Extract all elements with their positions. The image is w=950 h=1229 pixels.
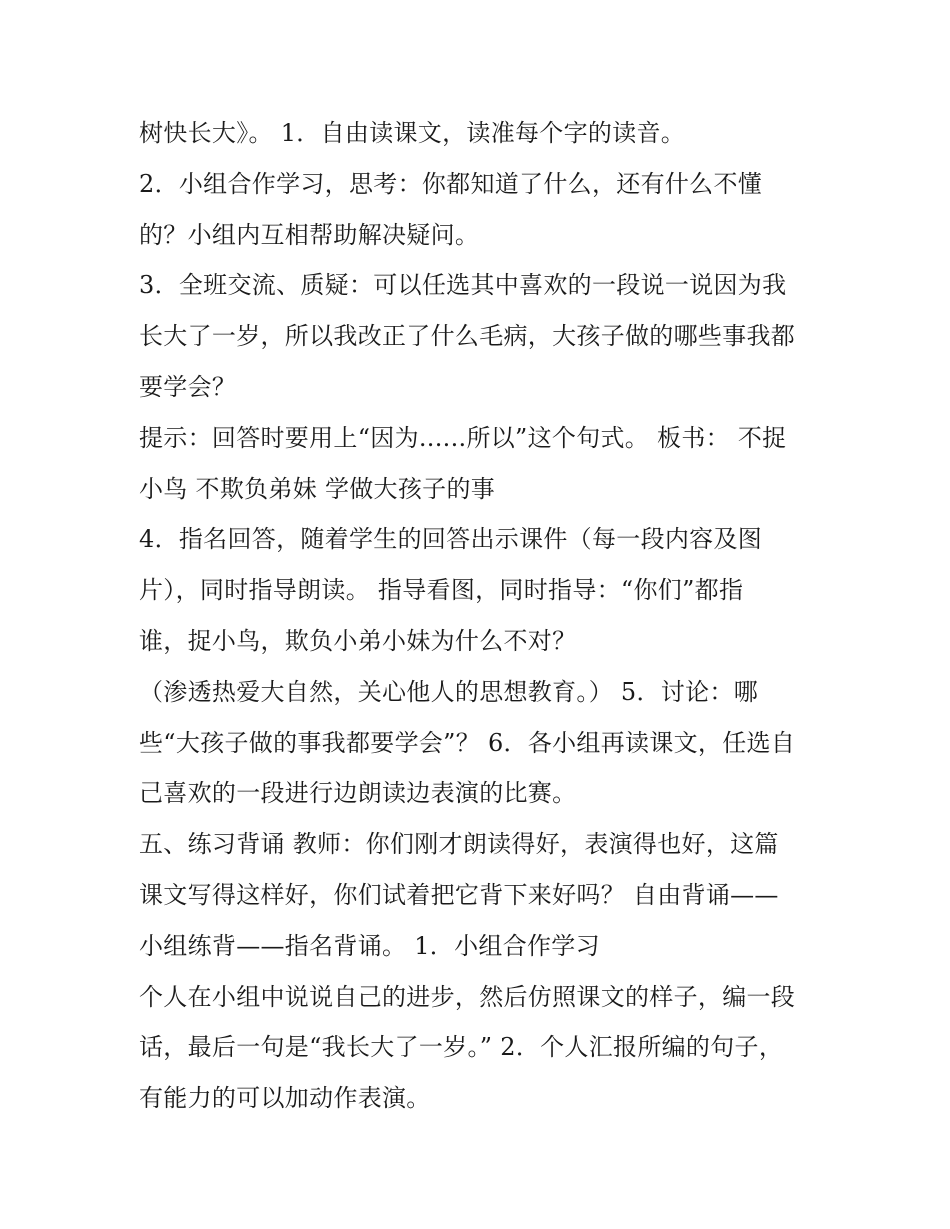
text-line: 的？小组内互相帮助解决疑问。 <box>139 220 480 249</box>
text-line: 提示：回答时要用上“因为......所以”这个句式。 板书： 不捉 <box>139 423 787 452</box>
text-line: 树快长大》。 1．自由读课文，读准每个字的读音。 <box>139 119 686 147</box>
text-line: 些“大孩子做的事我都要学会”？ 6．各小组再读课文，任选自 <box>139 728 796 757</box>
text-line: 话，最后一句是“我长大了一岁。” 2．个人汇报所编的句子， <box>139 1033 784 1062</box>
text-line: 片），同时指导朗读。 指导看图，同时指导：“你们”都指 <box>139 576 744 605</box>
text-line: 小组练背——指名背诵。 1．小组合作学习 <box>139 931 600 960</box>
text-line: 己喜欢的一段进行边朗读边表演的比赛。 <box>139 779 577 808</box>
text-line: 课文写得这样好，你们试着把它背下来好吗？ 自由背诵—— <box>139 880 779 909</box>
document-body <box>139 108 829 1124</box>
text-line: 谁，捉小鸟，欺负小弟小妹为什么不对？ <box>139 626 577 655</box>
text-line: （渗透热爱大自然，关心他人的思想教育。） 5．讨论：哪 <box>139 677 758 706</box>
text-line: 4．指名回答，随着学生的回答出示课件（每一段内容及图 <box>139 525 763 554</box>
text-line: 五、练习背诵 教师：你们刚才朗读得好，表演得也好，这篇 <box>139 830 779 859</box>
text-line: 2．小组合作学习，思考：你都知道了什么，还有什么不懂 <box>139 169 763 198</box>
text-line: 长大了一岁，所以我改正了什么毛病，大孩子做的哪些事我都 <box>139 322 796 351</box>
text-line: 个人在小组中说说自己的进步，然后仿照课文的样子，编一段 <box>139 982 796 1011</box>
text-line: 小鸟 不欺负弟妹 学做大孩子的事 <box>139 474 496 503</box>
text-line: 有能力的可以加动作表演。 <box>139 1084 431 1113</box>
text-line: 要学会？ <box>139 372 237 401</box>
text-line: 3．全班交流、质疑：可以任选其中喜欢的一段说一说因为我 <box>139 271 787 300</box>
